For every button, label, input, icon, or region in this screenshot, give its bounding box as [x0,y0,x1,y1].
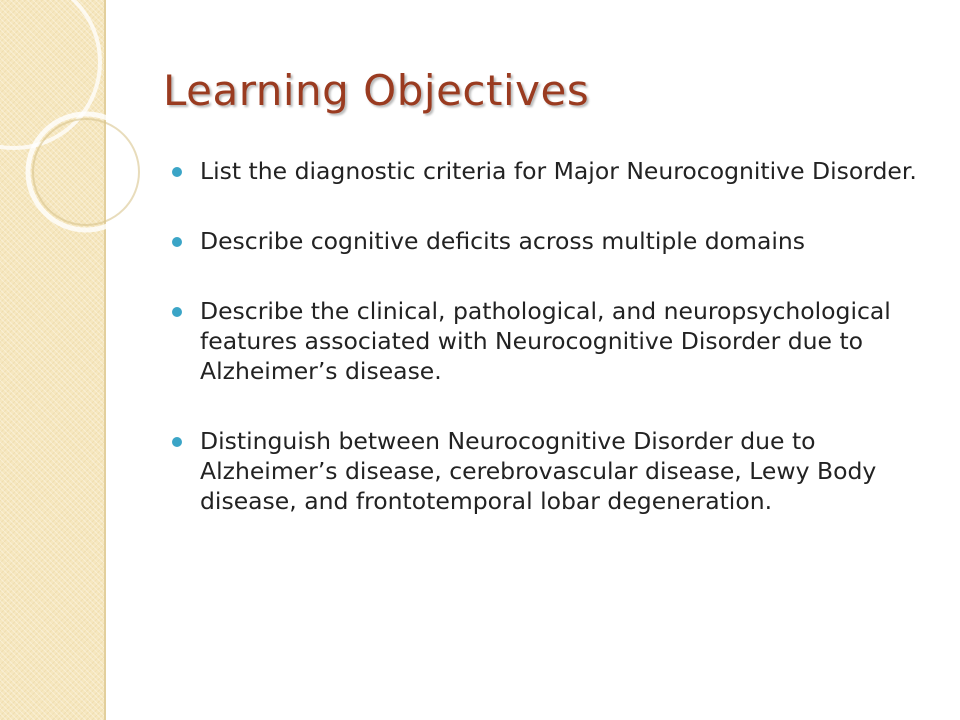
objective-item [170,226,940,256]
bullet-dot-icon [172,307,182,317]
objective-item [170,426,940,516]
objective-text: List the diagnostic criteria for Major Neurocognitive Disorder. [200,157,917,185]
objectives-list [170,156,940,516]
bullet-dot-icon [172,437,182,447]
slide-title: Learning Objectives [163,66,590,115]
objective-item [170,296,940,386]
bullet-dot-icon [172,167,182,177]
decorative-circles [0,0,160,260]
bullet-dot-icon [172,237,182,247]
objective-text: Describe the clinical, pathological, and neuropsychological features associated with Neurocognitive Disorder due to Alzheimer’s disease. [200,297,891,385]
decorative-circle-small [28,114,144,230]
objective-text: Distinguish between Neurocognitive Disorder due to Alzheimer’s disease, cerebrovascular disease, Lewy Body disease, and frontotemporal lobar degeneration. [200,427,877,515]
objective-item [170,156,940,186]
decorative-circle-small-shadow [33,119,139,225]
objective-text: Describe cognitive deficits across multiple domains [200,227,806,255]
